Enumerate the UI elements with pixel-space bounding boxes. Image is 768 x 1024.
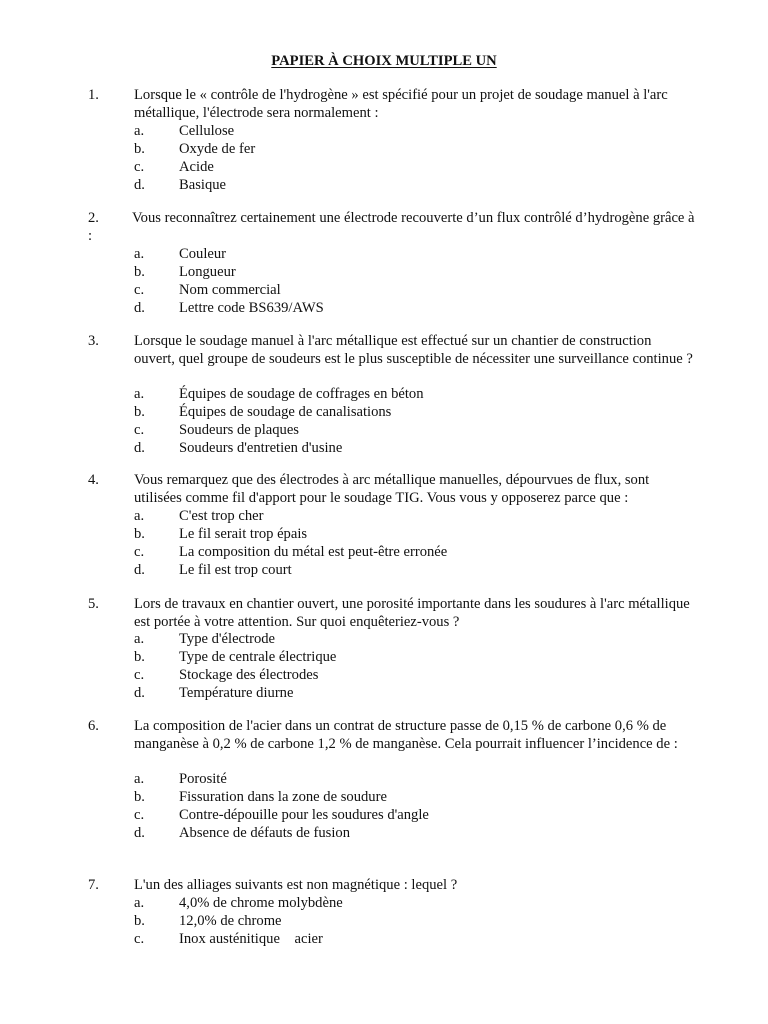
question-text: La composition de l'acier dans un contrat de structure passe de 0,15 % de carbone 0,6 % de manganèse à 0,2 % de carbone 1,2 % de manganèse. Cela pourrait influencer l’incidence de : xyxy=(134,718,678,752)
option-text: 4,0% de chrome molybdène xyxy=(179,895,343,911)
question-number: 4. xyxy=(88,472,99,488)
question-number: 1. xyxy=(88,87,99,103)
option-d xyxy=(0,561,768,579)
option-b xyxy=(0,912,768,930)
option-letter: c. xyxy=(134,931,145,947)
option-text: 12,0% de chrome xyxy=(179,913,282,929)
option-letter: b. xyxy=(134,404,145,420)
option-letter: d. xyxy=(134,177,145,193)
option-letter: b. xyxy=(134,526,145,542)
option-letter: b. xyxy=(134,264,145,280)
option-letter: c. xyxy=(134,422,145,438)
question-number: 5. xyxy=(88,596,99,612)
option-d xyxy=(0,299,768,317)
option-b xyxy=(0,140,768,158)
option-text: Cellulose xyxy=(179,123,235,139)
option-letter: c. xyxy=(134,282,145,298)
option-a xyxy=(0,630,768,648)
option-text: C'est trop cher xyxy=(179,508,264,524)
option-a xyxy=(0,507,768,525)
option-text: Fissuration dans la zone de soudure xyxy=(179,789,387,805)
option-text: Lettre code BS639/AWS xyxy=(179,300,324,316)
question-text: Vous reconnaîtrez certainement une électrode recouverte d’un flux contrôlé d’hydrogène grâce à : xyxy=(88,210,695,244)
option-text: La composition du métal est peut-être erronée xyxy=(179,544,448,560)
option-text: Soudeurs de plaques xyxy=(179,422,299,438)
option-letter: b. xyxy=(134,649,145,665)
option-b xyxy=(0,788,768,806)
option-letter: c. xyxy=(134,667,145,683)
option-a xyxy=(0,122,768,140)
option-b xyxy=(0,403,768,421)
options-list xyxy=(0,507,768,579)
option-c xyxy=(0,158,768,176)
option-text: Stockage des électrodes xyxy=(179,667,319,683)
option-d xyxy=(0,684,768,702)
options-list xyxy=(0,630,768,702)
options-list xyxy=(0,245,768,317)
option-letter: d. xyxy=(134,825,145,841)
question-text: L'un des alliages suivants est non magnétique : lequel ? xyxy=(134,877,458,893)
question-text: Vous remarquez que des électrodes à arc métallique manuelles, dépourvues de flux, sont utilisées comme fil d'apport pour le soudage TIG. Vous vous y opposerez parce que : xyxy=(134,472,650,506)
option-letter: c. xyxy=(134,807,145,823)
option-b xyxy=(0,263,768,281)
question-number: 2. xyxy=(88,210,99,226)
option-text: Basique xyxy=(179,177,227,193)
option-text: Absence de défauts de fusion xyxy=(179,825,351,841)
option-text: Équipes de soudage de canalisations xyxy=(179,404,392,420)
option-c xyxy=(0,281,768,299)
options-list xyxy=(0,894,768,948)
option-c xyxy=(0,421,768,439)
option-letter: b. xyxy=(134,913,145,929)
option-text: Le fil est trop court xyxy=(179,562,292,578)
question-text-block xyxy=(88,209,698,245)
option-letter: c. xyxy=(134,544,145,560)
option-text: Inox austénitique acier xyxy=(179,931,323,947)
option-letter: d. xyxy=(134,440,145,456)
question-text: Lorsque le « contrôle de l'hydrogène » est spécifié pour un projet de soudage manuel à l'arc métallique, l'électrode sera normalement : xyxy=(134,87,668,121)
options-list xyxy=(0,122,768,194)
option-letter: a. xyxy=(134,123,145,139)
option-letter: b. xyxy=(134,789,145,805)
option-text: Contre-dépouille pour les soudures d'angle xyxy=(179,807,429,823)
option-a xyxy=(0,894,768,912)
option-a xyxy=(0,770,768,788)
option-letter: a. xyxy=(134,631,145,647)
option-letter: a. xyxy=(134,386,145,402)
options-list xyxy=(0,385,768,457)
option-letter: d. xyxy=(134,300,145,316)
question-number: 7. xyxy=(88,877,99,893)
option-d xyxy=(0,439,768,457)
option-d xyxy=(0,176,768,194)
option-text: Soudeurs d'entretien d'usine xyxy=(179,440,343,456)
option-text: Équipes de soudage de coffrages en béton xyxy=(179,386,424,402)
option-c xyxy=(0,806,768,824)
option-letter: a. xyxy=(134,895,145,911)
page-title: PAPIER À CHOIX MULTIPLE UN xyxy=(271,53,497,69)
option-letter: c. xyxy=(134,159,145,175)
option-text: Acide xyxy=(179,159,214,175)
option-c xyxy=(0,930,768,948)
option-text: Le fil serait trop épais xyxy=(179,526,308,542)
question-number: 6. xyxy=(88,718,99,734)
option-letter: a. xyxy=(134,771,145,787)
option-text: Type d'électrode xyxy=(179,631,276,647)
option-b xyxy=(0,648,768,666)
option-c xyxy=(0,666,768,684)
option-text: Nom commercial xyxy=(179,282,281,298)
option-letter: a. xyxy=(134,246,145,262)
option-text: Type de centrale électrique xyxy=(179,649,337,665)
option-text: Longueur xyxy=(179,264,236,280)
option-letter: b. xyxy=(134,141,145,157)
option-a xyxy=(0,385,768,403)
option-b xyxy=(0,525,768,543)
option-letter: d. xyxy=(134,562,145,578)
option-c xyxy=(0,543,768,561)
option-letter: a. xyxy=(134,508,145,524)
option-text: Couleur xyxy=(179,246,227,262)
options-list xyxy=(0,770,768,842)
question-text: Lorsque le soudage manuel à l'arc métallique est effectué sur un chantier de construction ouvert, quel groupe de soudeurs est le plus susceptible de nécessiter une surveillance continue ? xyxy=(134,333,693,367)
option-a xyxy=(0,245,768,263)
option-letter: d. xyxy=(134,685,145,701)
question-text: Lors de travaux en chantier ouvert, une porosité importante dans les soudures à l'arc métallique est portée à votre attention. Sur quoi enquêteriez-vous ? xyxy=(134,596,690,630)
option-d xyxy=(0,824,768,842)
option-text: Porosité xyxy=(179,771,227,787)
option-text: Température diurne xyxy=(179,685,294,701)
question-number: 3. xyxy=(88,333,99,349)
option-text: Oxyde de fer xyxy=(179,141,256,157)
